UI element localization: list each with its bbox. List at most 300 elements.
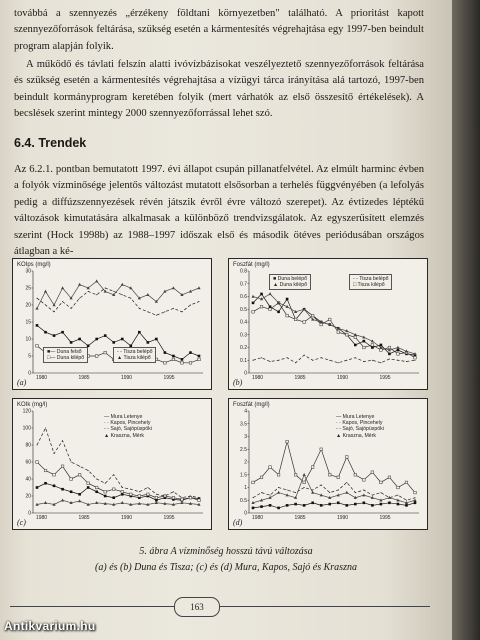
- data-point: [78, 473, 81, 476]
- watermark-logo: Antikvarium.hu: [4, 619, 96, 633]
- data-point: [337, 331, 340, 334]
- data-point: [61, 465, 64, 468]
- data-point: [303, 481, 306, 484]
- x-tick-label: 1980: [251, 515, 264, 521]
- data-point: [70, 490, 73, 493]
- data-point: [181, 498, 184, 501]
- y-tick-label: 40: [25, 476, 31, 483]
- data-point: [189, 362, 192, 365]
- data-point: [197, 286, 200, 289]
- data-point: [199, 301, 200, 302]
- x-tick-label: 1995: [379, 375, 391, 381]
- data-point: [104, 495, 107, 498]
- data-point: [346, 360, 347, 361]
- data-point: [70, 341, 73, 344]
- x-tick-label: 1985: [78, 375, 90, 381]
- data-point: [37, 445, 38, 446]
- data-point: [389, 358, 390, 359]
- data-point: [121, 283, 124, 286]
- chart-a: [12, 258, 212, 390]
- data-point: [181, 358, 184, 361]
- data-point: [87, 486, 90, 489]
- data-point: [44, 469, 47, 472]
- data-point: [388, 353, 391, 356]
- data-point: [287, 357, 288, 358]
- data-point: [269, 305, 272, 308]
- data-point: [78, 338, 81, 341]
- data-point: [62, 440, 63, 441]
- data-point: [45, 305, 46, 306]
- chart-b-ylabel: Foszfát (mg/l): [233, 262, 270, 268]
- data-point: [396, 346, 399, 349]
- legend-entry: ▲ Tisza kilépő: [117, 355, 151, 362]
- data-point: [294, 318, 297, 321]
- data-point: [363, 340, 366, 343]
- data-point: [164, 351, 167, 354]
- data-point: [295, 492, 296, 493]
- data-point: [44, 331, 47, 334]
- chart-a-ylabel: KOIps (mg/l): [17, 262, 51, 268]
- data-point: [122, 294, 123, 295]
- y-tick-label: 1.5: [240, 472, 247, 479]
- x-tick-label: 1995: [163, 515, 175, 521]
- legend-entry: - - Sajó, Sajópüspöki: [104, 426, 152, 433]
- data-point: [320, 448, 323, 451]
- data-point: [44, 482, 47, 485]
- chart-b-legend-left: [269, 274, 311, 290]
- data-point: [311, 466, 314, 469]
- data-point: [61, 488, 64, 491]
- data-point: [121, 338, 124, 341]
- data-point: [329, 360, 330, 361]
- y-tick-label: 0: [244, 510, 247, 517]
- paragraph-3: Az 6.2.1. pontban bemutatott 1997. évi állapot csupán pillanatfelvétel. Az elmúlt harminc évben a folyók vízminősége jelentős változást mutatott elsősorban a terhelés függvényében (a lefolyás pedig a diffúzszennyezések révén játszik évről évre változó szerepet). Az évtizedes léptékű változások kimutatására alkalmasak a különböző trendvizsgálatok. Az egyszerűsített elemzés szerint (Hock 1998b) az 1988–1997 időszak első és második ötéves periódusában országos átlagban a ké-: [14, 164, 424, 258]
- y-tick-label: 0: [244, 370, 247, 377]
- y-tick-label: 20: [25, 302, 31, 309]
- legend-entry: - - Tisza belépő: [117, 349, 153, 355]
- data-point: [78, 499, 81, 502]
- data-point: [138, 502, 141, 505]
- data-point: [44, 501, 47, 504]
- data-point: [260, 476, 263, 479]
- data-point: [113, 474, 114, 475]
- y-tick-label: 30: [25, 268, 31, 275]
- data-point: [294, 473, 297, 476]
- data-point: [61, 286, 64, 289]
- data-point: [156, 315, 157, 316]
- data-point: [397, 503, 400, 506]
- data-point: [311, 502, 314, 505]
- data-point: [286, 440, 289, 443]
- y-tick-label: 3.5: [240, 421, 247, 428]
- x-tick-label: 1995: [379, 515, 391, 521]
- data-point: [277, 507, 280, 510]
- data-point: [303, 321, 306, 324]
- chart-c: [12, 398, 212, 530]
- data-point: [260, 293, 263, 296]
- data-point: [363, 490, 364, 491]
- data-point: [198, 355, 201, 358]
- x-tick-label: 1980: [251, 375, 264, 381]
- data-point: [129, 493, 132, 496]
- data-point: [406, 361, 407, 362]
- data-point: [286, 298, 289, 301]
- data-point: [321, 484, 322, 485]
- data-point: [278, 487, 279, 488]
- data-point: [79, 466, 80, 467]
- data-point: [146, 293, 149, 296]
- y-tick-label: 0: [28, 370, 31, 377]
- data-point: [277, 473, 280, 476]
- data-point: [36, 345, 39, 348]
- chart-a-legend-right: [113, 347, 156, 363]
- data-point: [53, 473, 56, 476]
- data-point: [36, 486, 39, 489]
- data-point: [415, 497, 416, 498]
- data-point: [345, 333, 348, 336]
- data-point: [414, 356, 417, 359]
- data-point: [321, 357, 322, 358]
- data-point: [277, 311, 280, 314]
- data-point: [54, 311, 55, 312]
- data-point: [362, 493, 365, 496]
- data-point: [269, 504, 272, 507]
- data-point: [121, 490, 124, 493]
- data-point: [45, 428, 46, 429]
- data-point: [61, 331, 64, 334]
- data-point: [363, 479, 366, 482]
- legend-entry: ▲ Kraszna, Mérk: [336, 432, 377, 439]
- data-point: [303, 504, 306, 507]
- data-point: [269, 308, 272, 311]
- legend-entry: ▲ Kraszna, Mérk: [104, 432, 145, 439]
- y-tick-label: 0.1: [240, 357, 247, 364]
- data-point: [130, 489, 131, 490]
- data-point: [190, 305, 191, 306]
- data-point: [155, 338, 158, 341]
- data-point: [71, 462, 72, 463]
- figure-caption-title: 5. ábra A vízminőség hosszú távú változása: [139, 546, 313, 557]
- data-point: [139, 308, 140, 309]
- legend-entry: ▲ Duna kilépő: [273, 282, 307, 289]
- data-point: [252, 507, 255, 510]
- chart-d-plot: [229, 399, 427, 529]
- y-tick-label: 20: [25, 493, 31, 500]
- series-line: [37, 281, 199, 308]
- legend-entry: □— Duna kilépő: [47, 355, 85, 362]
- data-point: [87, 482, 90, 485]
- data-point: [130, 298, 131, 299]
- data-point: [338, 362, 339, 363]
- data-point: [345, 456, 348, 459]
- paragraph-1: továbbá a szennyezés „érzékeny földtani környezetben" található. A prioritást kapott szennyezőforrások feltárása, szükség esetén a kármentesítés végrehajtása egy 1997-ben beindult program alapján folyik.: [14, 8, 424, 52]
- data-point: [311, 314, 314, 317]
- series-line: [253, 355, 415, 363]
- data-point: [62, 301, 63, 302]
- data-point: [251, 295, 254, 298]
- data-point: [172, 358, 175, 361]
- y-tick-label: 0.3: [240, 332, 247, 339]
- data-point: [380, 349, 383, 352]
- data-point: [155, 496, 158, 499]
- data-point: [354, 503, 357, 506]
- data-point: [78, 283, 81, 286]
- data-point: [328, 473, 331, 476]
- series-line: [253, 482, 415, 500]
- data-point: [371, 504, 374, 507]
- chart-d-letter: (d): [233, 518, 243, 527]
- data-point: [189, 351, 192, 354]
- data-point: [388, 476, 391, 479]
- x-tick-label: 1990: [336, 375, 349, 381]
- data-point: [312, 360, 313, 361]
- y-tick-label: 0.7: [240, 281, 247, 288]
- chart-a-legend-left: [43, 347, 88, 363]
- data-point: [173, 308, 174, 309]
- data-point: [303, 473, 306, 476]
- x-tick-label: 1990: [120, 375, 133, 381]
- chart-d-ylabel: Foszfát (mg/l): [233, 402, 270, 408]
- data-point: [295, 362, 296, 363]
- data-point: [397, 353, 400, 356]
- x-tick-label: 1985: [294, 375, 306, 381]
- data-point: [397, 486, 400, 489]
- data-point: [147, 487, 148, 488]
- data-point: [147, 311, 148, 312]
- data-point: [277, 491, 280, 494]
- data-point: [414, 502, 417, 505]
- data-point: [414, 491, 417, 494]
- data-point: [95, 338, 98, 341]
- data-point: [380, 481, 383, 484]
- data-point: [252, 311, 255, 314]
- data-point: [346, 482, 347, 483]
- chart-d: [228, 398, 428, 530]
- data-point: [172, 496, 175, 499]
- data-point: [198, 499, 201, 502]
- data-point: [95, 501, 98, 504]
- data-point: [36, 461, 39, 464]
- data-point: [36, 324, 39, 327]
- book-edge-shadow: [452, 0, 480, 640]
- y-tick-label: 4: [244, 408, 247, 415]
- data-point: [355, 492, 356, 493]
- legend-entry: — Mura Letenye: [104, 414, 143, 420]
- data-point: [380, 503, 383, 506]
- data-point: [354, 473, 357, 476]
- x-tick-label: 1995: [163, 375, 175, 381]
- chart-c-letter: (c): [17, 518, 26, 527]
- figure-caption-subtitle: (a) és (b) Duna és Tisza; (c) és (d) Mura, Kapos, Sajó és Kraszna: [95, 562, 357, 573]
- legend-entry: - - Tisza belépő: [353, 276, 389, 282]
- footer-rule: [10, 606, 430, 607]
- legend-entry: ■— Duna felső: [47, 349, 82, 355]
- data-point: [122, 487, 123, 488]
- data-point: [388, 502, 391, 505]
- data-point: [156, 494, 157, 495]
- data-point: [252, 481, 255, 484]
- x-tick-label: 1990: [336, 515, 349, 521]
- data-point: [320, 323, 323, 326]
- data-point: [147, 341, 150, 344]
- data-point: [328, 318, 331, 321]
- data-point: [113, 291, 114, 292]
- x-tick-label: 1980: [35, 375, 48, 381]
- data-point: [164, 311, 165, 312]
- data-point: [261, 492, 262, 493]
- data-point: [312, 490, 313, 491]
- chart-b-letter: (b): [233, 378, 243, 387]
- data-point: [397, 349, 400, 352]
- data-point: [311, 491, 314, 494]
- data-point: [372, 495, 373, 496]
- y-tick-label: 0: [28, 510, 31, 517]
- legend-entry: · · Kapos, Pincehely: [336, 420, 383, 427]
- y-tick-label: 5: [28, 353, 31, 360]
- data-point: [172, 286, 175, 289]
- data-point: [355, 357, 356, 358]
- data-point: [53, 485, 56, 488]
- data-point: [337, 502, 340, 505]
- x-tick-label: 1990: [120, 515, 133, 521]
- data-point: [96, 479, 97, 480]
- y-tick-label: 0.8: [240, 268, 247, 275]
- data-point: [253, 360, 254, 361]
- page-number: 163: [174, 597, 220, 617]
- data-point: [164, 496, 165, 497]
- data-point: [79, 298, 80, 299]
- chart-c-ylabel: KOIk (mg/l): [17, 402, 48, 408]
- data-point: [54, 453, 55, 454]
- data-point: [112, 341, 115, 344]
- data-point: [164, 362, 167, 365]
- y-tick-label: 3: [244, 434, 247, 441]
- data-point: [286, 504, 289, 507]
- data-point: [121, 493, 124, 496]
- data-point: [96, 294, 97, 295]
- y-tick-label: 10: [25, 336, 31, 343]
- legend-entry: ■ Duna belépő: [273, 276, 307, 282]
- data-point: [139, 491, 140, 492]
- data-point: [268, 292, 271, 295]
- data-point: [71, 308, 72, 309]
- chart-d-legend: [333, 413, 387, 440]
- data-point: [371, 346, 374, 349]
- data-point: [53, 334, 56, 337]
- data-point: [35, 307, 38, 310]
- data-point: [147, 493, 150, 496]
- data-point: [415, 360, 416, 361]
- data-point: [304, 355, 305, 356]
- legend-entry: — Mura Letenye: [336, 414, 375, 420]
- data-point: [338, 490, 339, 491]
- data-point: [269, 466, 272, 469]
- data-point: [413, 498, 416, 501]
- data-point: [88, 470, 89, 471]
- data-point: [95, 490, 98, 493]
- paragraph-2: A működő és távlati felszín alatti ivóvízbázisokat veszélyeztető szennyezőforrások feltárása és szükség esetén a kármentesítés végrehajtása a vízügyi tárca irányítása alá tartozó, 1997-ben beindult kormányprogram keretében folyik (mert várhatók az első összesítő értékelések). A becslések szerint mintegy 2000 szennyezőforrással lehet szó.: [14, 59, 424, 120]
- chart-a-plot: [13, 259, 211, 389]
- data-point: [70, 478, 73, 481]
- data-point: [397, 360, 398, 361]
- data-point: [363, 361, 364, 362]
- data-point: [261, 357, 262, 358]
- data-point: [371, 471, 374, 474]
- data-point: [190, 496, 191, 497]
- data-point: [189, 496, 192, 499]
- data-point: [270, 361, 271, 362]
- data-point: [354, 344, 357, 347]
- legend-entry: - - Sajó, Sajópüspöki: [336, 426, 384, 433]
- series-line: [253, 442, 415, 493]
- data-point: [95, 486, 98, 489]
- data-point: [329, 492, 330, 493]
- data-point: [337, 476, 340, 479]
- data-point: [278, 360, 279, 361]
- data-point: [37, 298, 38, 299]
- data-point: [345, 491, 348, 494]
- data-point: [104, 490, 107, 493]
- y-tick-label: 0.5: [240, 497, 247, 504]
- data-point: [95, 279, 98, 282]
- data-point: [121, 501, 124, 504]
- data-point: [345, 504, 348, 507]
- y-tick-label: 1: [244, 485, 247, 492]
- y-tick-label: 2.5: [240, 446, 247, 453]
- y-tick-label: 25: [25, 285, 31, 292]
- y-tick-label: 0.4: [240, 319, 247, 326]
- data-point: [172, 355, 175, 358]
- data-point: [287, 490, 288, 491]
- data-point: [181, 311, 182, 312]
- data-point: [372, 360, 373, 361]
- data-point: [199, 497, 200, 498]
- chart-c-legend: [101, 413, 155, 440]
- data-point: [354, 336, 357, 339]
- data-point: [320, 504, 323, 507]
- data-point: [406, 500, 407, 501]
- data-point: [304, 487, 305, 488]
- data-point: [363, 346, 366, 349]
- data-point: [138, 495, 141, 498]
- y-tick-label: 100: [22, 425, 31, 432]
- data-point: [112, 496, 115, 499]
- chart-b-legend-right: [349, 274, 392, 290]
- data-point: [380, 362, 381, 363]
- data-point: [405, 481, 408, 484]
- data-point: [253, 497, 254, 498]
- data-point: [270, 495, 271, 496]
- section-heading: 6.4. Trendek: [14, 136, 87, 150]
- y-tick-label: 0.2: [240, 345, 247, 352]
- data-point: [105, 483, 106, 484]
- chart-b-plot: [229, 259, 427, 389]
- data-point: [61, 498, 64, 501]
- data-point: [260, 305, 263, 308]
- data-point: [328, 503, 331, 506]
- data-point: [405, 504, 408, 507]
- data-point: [397, 495, 398, 496]
- y-tick-label: 120: [22, 408, 31, 415]
- data-point: [78, 493, 81, 496]
- data-point: [105, 288, 106, 289]
- data-point: [173, 491, 174, 492]
- y-tick-label: 2: [244, 459, 247, 466]
- data-point: [371, 344, 374, 347]
- y-tick-label: 60: [25, 459, 31, 466]
- data-point: [104, 334, 107, 337]
- data-point: [252, 302, 255, 305]
